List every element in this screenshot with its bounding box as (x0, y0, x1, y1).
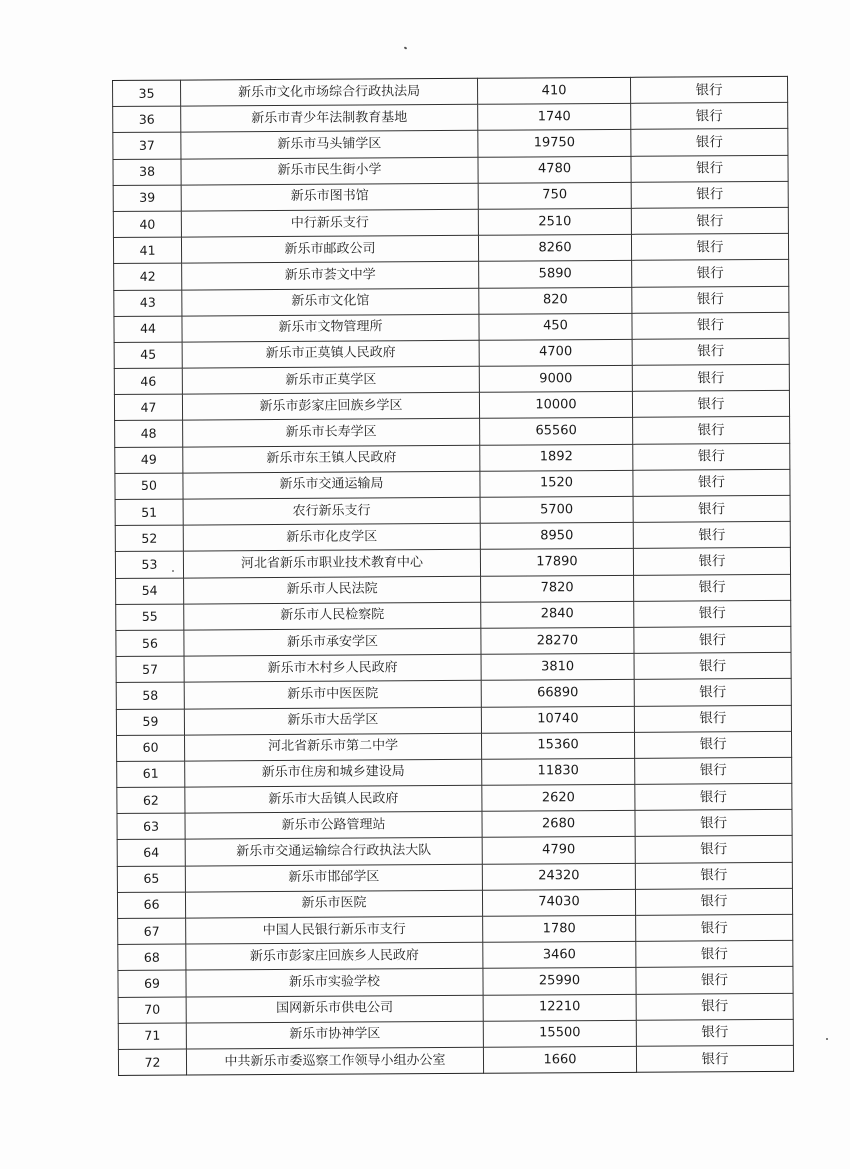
table-row (115, 495, 790, 525)
payment-method: 银行 (633, 548, 790, 575)
table-row (117, 731, 792, 761)
table-row (117, 757, 792, 787)
unit-name: 新乐市大岳学区 (184, 707, 481, 735)
amount: 5890 (479, 261, 632, 288)
unit-name: 新乐市青少年法制教育基地 (181, 104, 478, 132)
table-row (117, 862, 792, 892)
table-row (118, 941, 793, 971)
amount: 1660 (483, 1046, 636, 1073)
amount: 450 (479, 313, 632, 340)
payment-method: 银行 (631, 129, 788, 156)
amount: 4780 (478, 156, 631, 183)
unit-name: 新乐市邯邰学区 (185, 864, 482, 892)
unit-name: 新乐市文物管理所 (182, 314, 479, 342)
payment-method: 银行 (635, 757, 792, 784)
amount: 7820 (481, 575, 634, 602)
payment-method: 银行 (633, 522, 790, 549)
table-row (116, 626, 791, 656)
payment-method: 银行 (634, 652, 791, 679)
unit-name: 新乐市协神学区 (186, 1021, 483, 1049)
payment-method: 银行 (633, 495, 790, 522)
scan-speck (826, 1038, 828, 1040)
amount: 12210 (483, 994, 636, 1021)
amount: 1780 (483, 915, 636, 942)
payment-method: 银行 (631, 155, 788, 182)
table-row (114, 338, 789, 368)
row-number: 57 (116, 656, 184, 683)
table-row (116, 705, 791, 735)
donation-table (112, 76, 794, 1076)
unit-name: 新乐市大岳镇人民政府 (185, 785, 482, 813)
row-number: 35 (113, 80, 181, 107)
table-row (113, 129, 788, 159)
payment-method: 银行 (636, 1019, 793, 1046)
table-row (118, 914, 793, 944)
payment-method: 银行 (634, 600, 791, 627)
unit-name: 新乐市交通运输局 (183, 471, 480, 499)
payment-method: 银行 (636, 914, 793, 941)
row-number: 70 (118, 997, 186, 1024)
table-row (113, 233, 788, 263)
amount: 2680 (482, 811, 635, 838)
table-row (115, 417, 790, 447)
payment-method: 银行 (634, 705, 791, 732)
payment-method: 银行 (633, 443, 790, 470)
row-number: 62 (117, 787, 185, 814)
unit-name: 新乐市公路管理站 (185, 812, 482, 840)
amount: 1740 (478, 104, 631, 131)
payment-method: 银行 (636, 941, 793, 968)
table-row (115, 522, 790, 552)
row-number: 51 (115, 499, 183, 526)
row-number: 66 (117, 892, 185, 919)
table-row (113, 103, 788, 133)
unit-name: 新乐市住房和城乡建设局 (185, 759, 482, 787)
payment-method: 银行 (634, 731, 791, 758)
payment-method: 银行 (635, 862, 792, 889)
table-row (114, 260, 789, 290)
table-row (114, 364, 789, 394)
row-number: 45 (114, 342, 182, 369)
payment-method: 银行 (631, 207, 788, 234)
table-row (114, 391, 789, 421)
unit-name: 河北省新乐市第二中学 (185, 733, 482, 761)
row-number: 52 (115, 525, 183, 552)
unit-name: 中国人民银行新乐市支行 (186, 916, 483, 944)
unit-name: 新乐市彭家庄回族乡学区 (182, 393, 479, 421)
row-number: 64 (117, 840, 185, 867)
row-number: 42 (114, 263, 182, 290)
table-row (116, 574, 791, 604)
amount: 1520 (480, 470, 633, 497)
amount: 3460 (483, 942, 636, 969)
row-number: 46 (114, 368, 182, 395)
amount: 10000 (479, 392, 632, 419)
row-number: 68 (118, 944, 186, 971)
payment-method: 银行 (632, 312, 789, 339)
unit-name: 新乐市图书馆 (181, 183, 478, 211)
row-number: 54 (116, 578, 184, 605)
unit-name: 新乐市人民检察院 (184, 602, 481, 630)
table-row (114, 286, 789, 316)
table-row (116, 679, 791, 709)
row-number: 53 (115, 551, 183, 578)
payment-method: 银行 (634, 574, 791, 601)
table-row (115, 548, 790, 578)
payment-method: 银行 (632, 338, 789, 365)
row-number: 58 (116, 682, 184, 709)
amount: 5700 (480, 496, 633, 523)
table-body (113, 76, 794, 1075)
unit-name: 新乐市中医医院 (184, 681, 481, 709)
amount: 74030 (482, 889, 635, 916)
table-row (113, 181, 788, 211)
amount: 820 (479, 287, 632, 314)
unit-name: 国网新乐市供电公司 (186, 995, 483, 1023)
unit-name: 新乐市正莫学区 (182, 366, 479, 394)
table-row (117, 783, 792, 813)
row-number: 39 (113, 185, 181, 212)
table-row (113, 207, 788, 237)
amount: 15500 (483, 1020, 636, 1047)
amount: 25990 (483, 968, 636, 995)
unit-name: 新乐市荟文中学 (182, 262, 479, 290)
payment-method: 银行 (633, 469, 790, 496)
unit-name: 新乐市交通运输综合行政执法大队 (185, 838, 482, 866)
unit-name: 新乐市人民法院 (184, 576, 481, 604)
amount: 10740 (481, 706, 634, 733)
payment-method: 银行 (631, 103, 788, 130)
row-number: 48 (115, 421, 183, 448)
unit-name: 新乐市东王镇人民政府 (183, 445, 480, 473)
row-number: 65 (117, 866, 185, 893)
amount: 9000 (479, 365, 632, 392)
payment-method: 银行 (636, 993, 793, 1020)
row-number: 41 (113, 237, 181, 264)
payment-method: 银行 (631, 233, 788, 260)
table-row (117, 888, 792, 918)
amount: 66890 (481, 680, 634, 707)
amount: 11830 (482, 758, 635, 785)
row-number: 50 (115, 473, 183, 500)
table-row (113, 76, 788, 106)
amount: 17890 (480, 549, 633, 576)
amount: 1892 (480, 444, 633, 471)
unit-name: 新乐市长寿学区 (183, 419, 480, 447)
row-number: 36 (113, 106, 181, 133)
table-row (118, 1045, 793, 1075)
unit-name: 新乐市邮政公司 (181, 235, 478, 263)
row-number: 59 (116, 709, 184, 736)
table-row (114, 312, 789, 342)
amount: 410 (477, 77, 630, 104)
row-number: 37 (113, 132, 181, 159)
row-number: 43 (114, 290, 182, 317)
payment-method: 银行 (633, 417, 790, 444)
row-number: 44 (114, 316, 182, 343)
unit-name: 中行新乐支行 (181, 209, 478, 237)
payment-method: 银行 (630, 76, 787, 103)
table-row (113, 155, 788, 185)
payment-method: 银行 (632, 260, 789, 287)
payment-method: 银行 (635, 783, 792, 810)
amount: 24320 (482, 863, 635, 890)
amount: 2620 (482, 784, 635, 811)
unit-name: 新乐市实验学校 (186, 969, 483, 997)
row-number: 38 (113, 159, 181, 186)
payment-method: 银行 (635, 810, 792, 837)
amount: 65560 (480, 418, 633, 445)
unit-name: 新乐市民生街小学 (181, 157, 478, 185)
unit-name: 河北省新乐市职业技术教育中心 (183, 550, 480, 578)
table-row (118, 993, 793, 1023)
row-number: 60 (117, 735, 185, 762)
table-row (118, 1019, 793, 1049)
row-number: 71 (118, 1023, 186, 1050)
payment-method: 银行 (636, 1045, 793, 1072)
unit-name: 中共新乐市委巡察工作领导小组办公室 (186, 1047, 483, 1075)
row-number: 56 (116, 630, 184, 657)
scan-speck (404, 46, 408, 49)
unit-name: 新乐市马头铺学区 (181, 131, 478, 159)
unit-name: 新乐市正莫镇人民政府 (182, 340, 479, 368)
amount: 2840 (481, 601, 634, 628)
amount: 2510 (478, 208, 631, 235)
payment-method: 银行 (636, 967, 793, 994)
payment-method: 银行 (635, 836, 792, 863)
unit-name: 新乐市承安学区 (184, 628, 481, 656)
row-number: 40 (113, 211, 181, 238)
unit-name: 新乐市文化馆 (182, 288, 479, 316)
payment-method: 银行 (634, 626, 791, 653)
table-row (118, 967, 793, 997)
amount: 28270 (481, 627, 634, 654)
table-row (115, 469, 790, 499)
row-number: 55 (116, 604, 184, 631)
amount: 750 (478, 182, 631, 209)
payment-method: 银行 (634, 679, 791, 706)
table-row (117, 810, 792, 840)
row-number: 72 (118, 1049, 186, 1076)
table-row (116, 600, 791, 630)
amount: 19750 (478, 130, 631, 157)
table-row (115, 443, 790, 473)
payment-method: 银行 (632, 364, 789, 391)
row-number: 47 (114, 394, 182, 421)
row-number: 67 (118, 918, 186, 945)
row-number: 63 (117, 813, 185, 840)
unit-name: 新乐市文化市场综合行政执法局 (181, 78, 478, 106)
amount: 15360 (481, 732, 634, 759)
unit-name: 新乐市医院 (185, 890, 482, 918)
amount: 8950 (480, 523, 633, 550)
payment-method: 银行 (635, 888, 792, 915)
unit-name: 农行新乐支行 (183, 497, 480, 525)
unit-name: 新乐市化皮学区 (183, 523, 480, 551)
amount: 8260 (478, 234, 631, 261)
amount: 4790 (482, 837, 635, 864)
table-row (116, 652, 791, 682)
payment-method: 银行 (632, 391, 789, 418)
row-number: 61 (117, 761, 185, 788)
table-row (117, 836, 792, 866)
payment-method: 银行 (632, 286, 789, 313)
row-number: 69 (118, 970, 186, 997)
unit-name: 新乐市木村乡人民政府 (184, 654, 481, 682)
payment-method: 银行 (631, 181, 788, 208)
row-number: 49 (115, 447, 183, 474)
unit-name: 新乐市彭家庄回族乡人民政府 (186, 942, 483, 970)
amount: 3810 (481, 653, 634, 680)
amount: 4700 (479, 339, 632, 366)
